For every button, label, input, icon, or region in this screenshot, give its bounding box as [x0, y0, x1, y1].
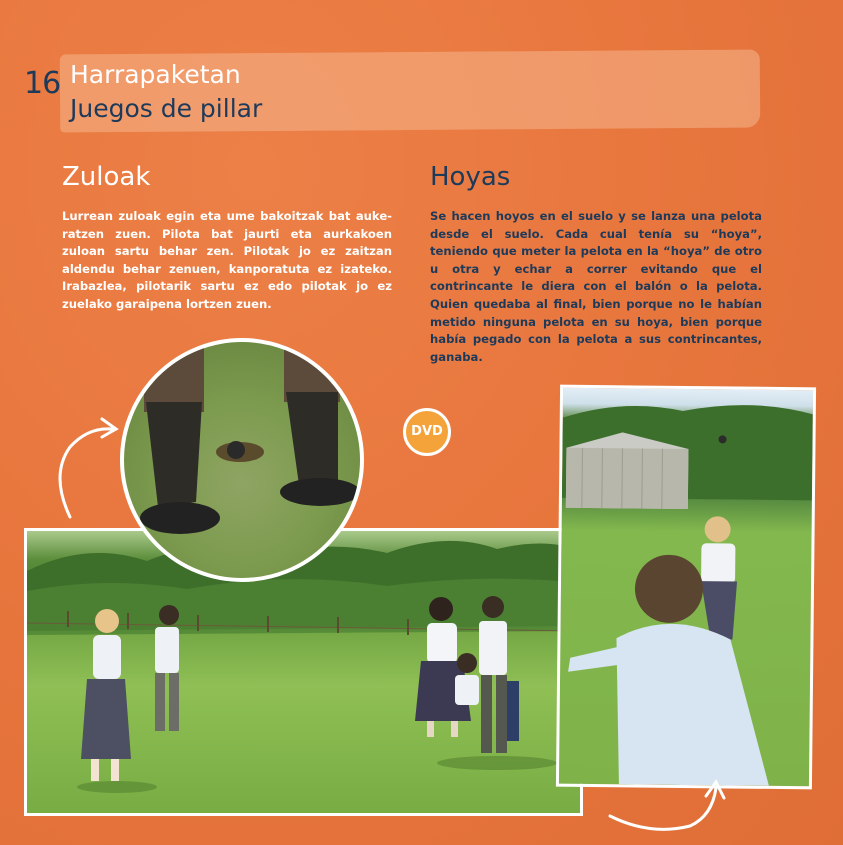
photo-children-playing — [24, 528, 583, 816]
dvd-badge-icon: DVD — [403, 408, 451, 456]
feet-ball-illustration — [124, 342, 360, 578]
paragraph-basque: Lurrean zuloak egin eta ume bakoitzak bat auke-ratzen zuen. Pilota bat jaurti eta aurkakoen zuloan sartu behar zen. Pilotak jo ez zaitzan aldendu behar zenuen, kanporatuta ez izateko. Irabazlea, pilotarik sartu ez edo pilotak jo ez zuelako garaipena lortzen zuen. — [62, 209, 392, 311]
paragraph-spanish: Se hacen hoyos en el suelo y se lanza una pelota desde el suelo. Cada cual tenía su “hoya”, teniendo que meter la pelota en la “hoya” de otro u otra y echar a correr evitando que el contrincante le diera con el balón o la pelota. Quien quedaba al final, bien porque no le habían metido ninguna pelota en su hoya, bien porque había pegado con la pelota a sus contrincantes, ganaba. — [430, 209, 762, 364]
title-basque: Harrapaketan — [70, 60, 241, 89]
field-scene-illustration — [27, 531, 580, 813]
heading-basque: Zuloak — [62, 162, 151, 192]
photo-circle-feet-ball — [120, 338, 364, 582]
curved-arrow-icon — [600, 770, 740, 840]
curved-arrow-icon — [40, 415, 130, 525]
page-number: 16 — [24, 66, 61, 101]
heading-spanish: Hoyas — [430, 162, 511, 192]
title-spanish: Juegos de pillar — [70, 94, 263, 123]
throwing-scene-illustration — [559, 388, 813, 787]
photo-child-throwing — [556, 385, 816, 790]
